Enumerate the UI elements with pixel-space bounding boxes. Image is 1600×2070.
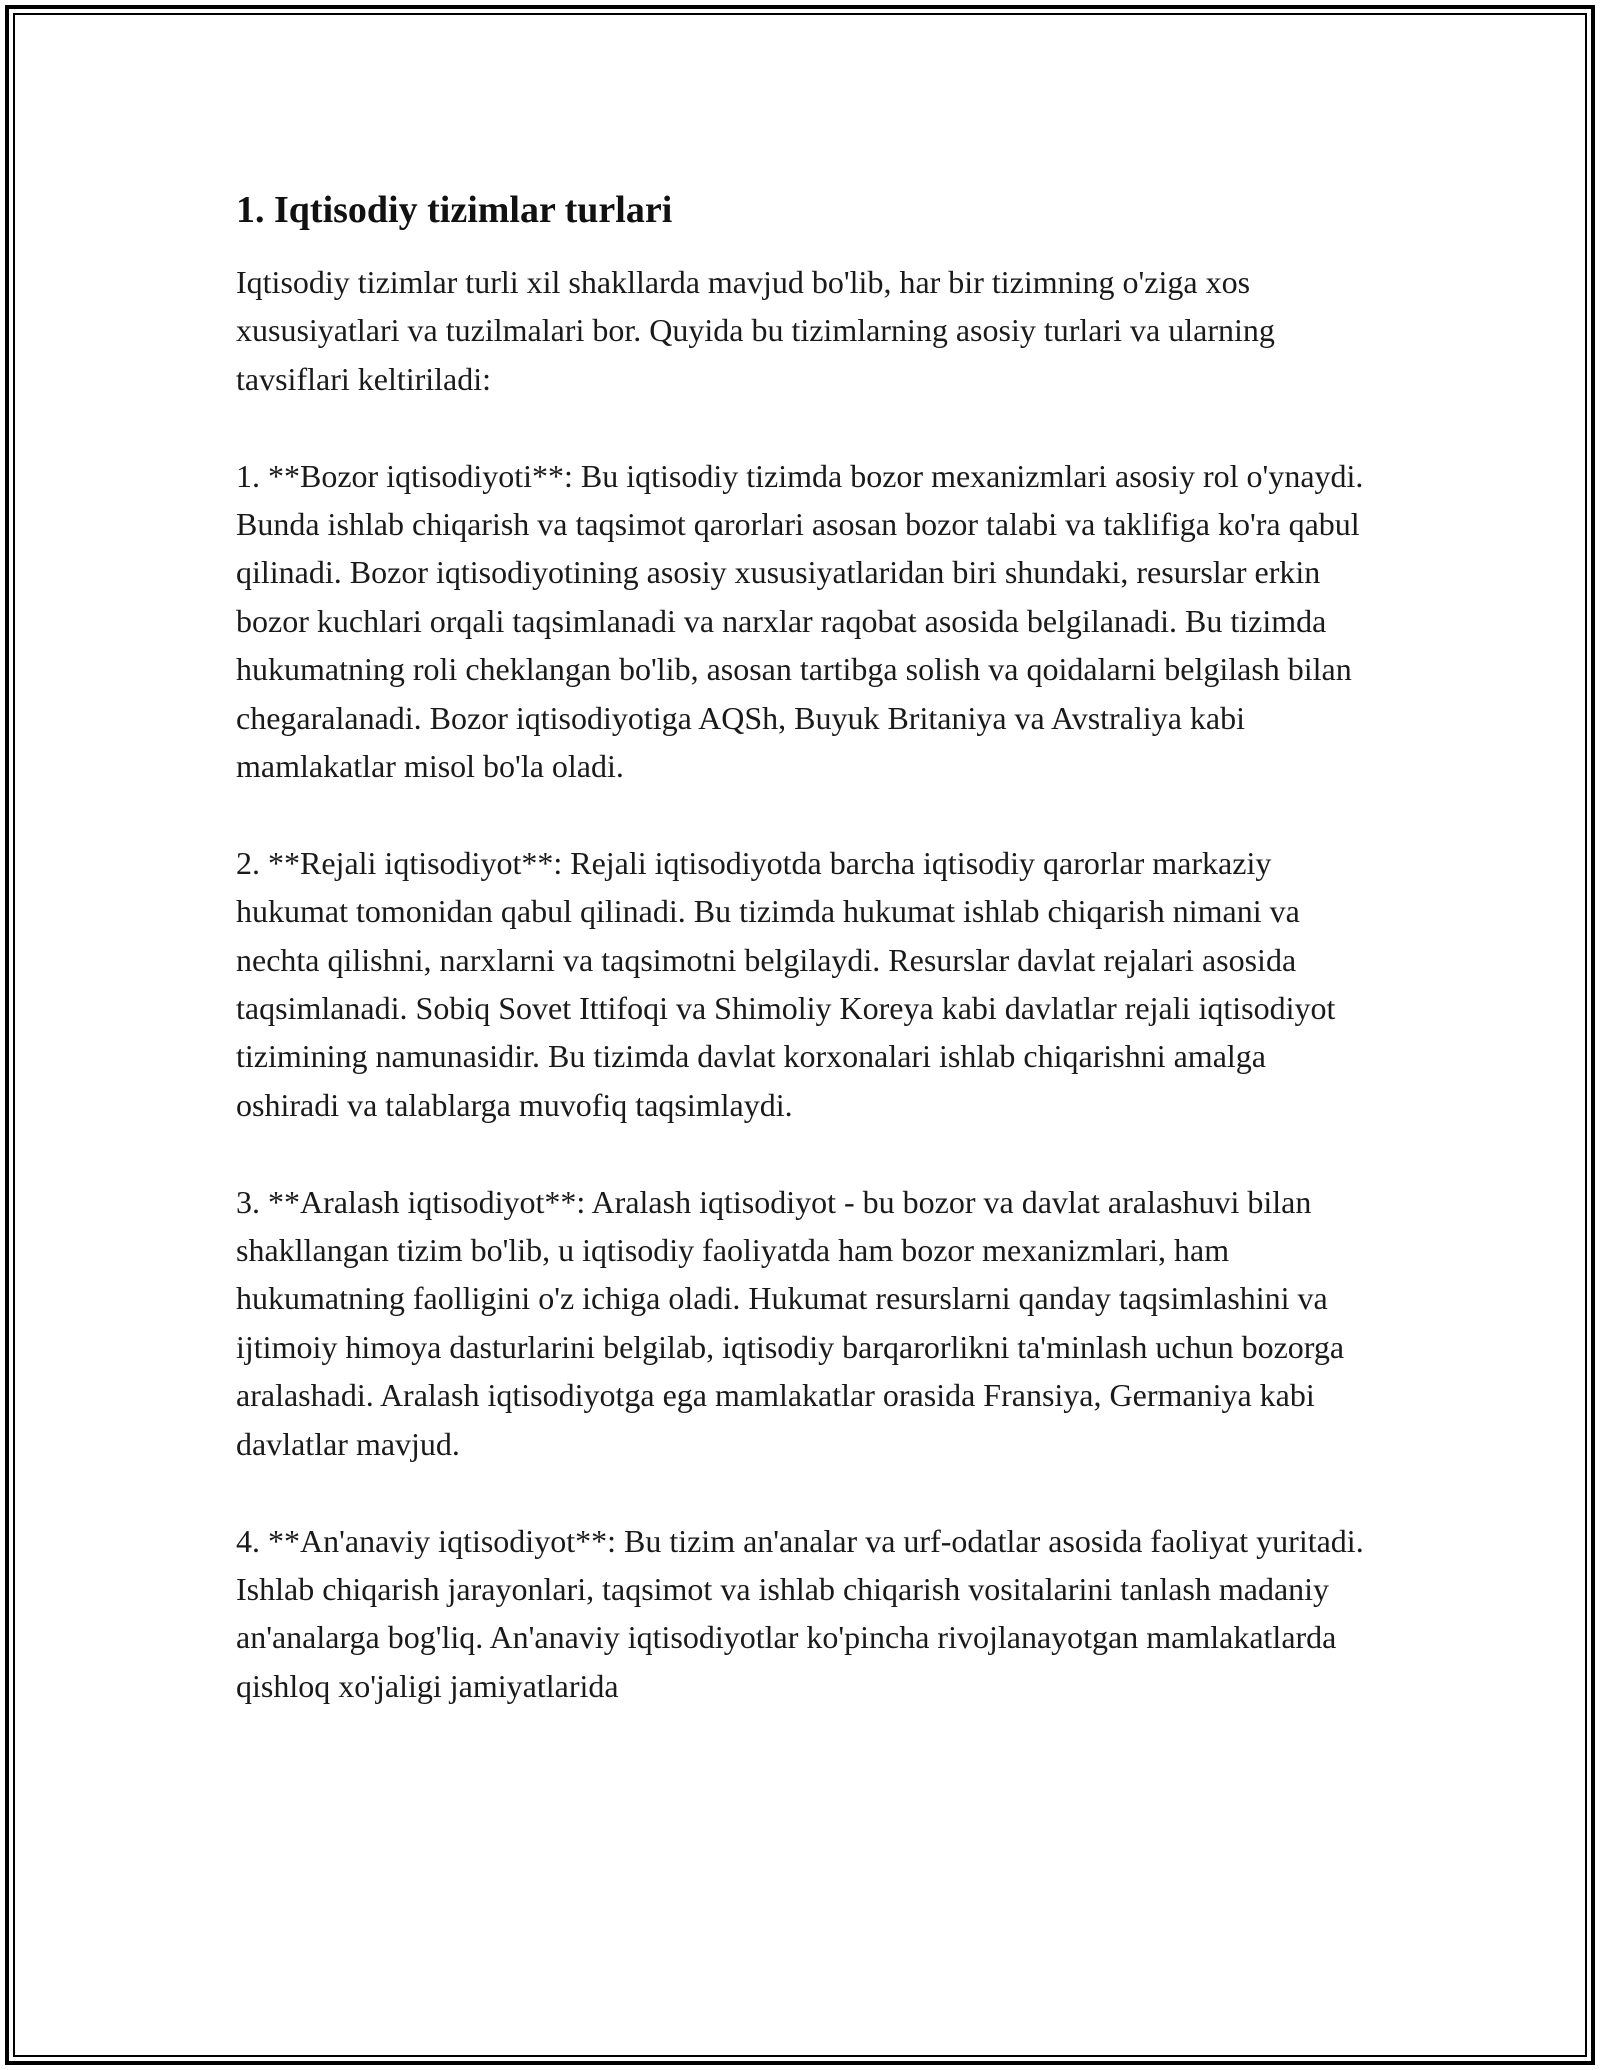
paragraph-traditional-economy: 4. **An'anaviy iqtisodiyot**: Bu tizim an'analar va urf-odatlar asosida faoliyat yuritadi. Ishlab chiqarish jarayonlari, taqsimot va ishlab chiqarish vositalarini tanlash madaniy an'analarga bog'liq. An'anaviy iqtisodiyotlar ko'pincha rivojlanayotgan mamlakatlarda qishloq xo'jaligi jamiyatlarida [236, 1522, 1364, 1704]
paragraph-mixed-economy: 3. **Aralash iqtisodiyot**: Aralash iqtisodiyot - bu bozor va davlat aralashuvi bilan shakllangan tizim bo'lib, u iqtisodiy faoliyatda ham bozor mexanizmlari, ham hukumatning faolligini o'z ichiga oladi. Hukumat resurslarni qanday taqsimlashini va ijtimoiy himoya dasturlarini belgilab, iqtisodiy barqarorlikni ta'minlash uchun bozorga aralashadi. Aralash iqtisodiyotga ega mamlakatlar orasida Fransiya, Germaniya kabi davlatlar mavjud. [236, 1183, 1345, 1462]
paragraph-market-economy: 1. **Bozor iqtisodiyoti**: Bu iqtisodiy tizimda bozor mexanizmlari asosiy rol o'ynaydi. Bunda ishlab chiqarish va taqsimot qarorlari asosan bozor talabi va taklifiga ko'ra qabul qilinadi. Bozor iqtisodiyotining asosiy xususiyatlaridan biri shundaki, resurslar erkin bozor kuchlari orqali taqsimlanadi va narxlar raqobat asosida belgilanadi. Bu tizimda hukumatning roli cheklangan bo'lib, asosan tartibga solish va qoidalarni belgilash bilan chegaralanadi. Bozor iqtisodiyotiga AQSh, Buyuk Britaniya va Avstraliya kabi mamlakatlar misol bo'la oladi. [236, 457, 1364, 785]
section-title: 1. Iqtisodiy tizimlar turlari [236, 189, 673, 231]
intro-paragraph: Iqtisodiy tizimlar turli xil shakllarda mavjud bo'lib, har bir tizimning o'ziga xos xususiyatlari va tuzilmalari bor. Quyida bu tizimlarning asosiy turlari va ularning tavsiflari keltiriladi: [236, 264, 1275, 397]
document-body [236, 186, 1366, 1759]
paragraph-planned-economy: 2. **Rejali iqtisodiyot**: Rejali iqtisodiyotda barcha iqtisodiy qarorlar markaziy hukumat tomonidan qabul qilinadi. Bu tizimda hukumat ishlab chiqarish nimani va nechta qilishni, narxlarni va taqsimotni belgilaydi. Resurslar davlat rejalari asosida taqsimlanadi. Sobiq Sovet Ittifoqi va Shimoliy Koreya kabi davlatlar rejali iqtisodiyot tizimining namunasidir. Bu tizimda davlat korxonalari ishlab chiqarishni amalga oshiradi va talablarga muvofiq taqsimlaydi. [236, 844, 1336, 1123]
